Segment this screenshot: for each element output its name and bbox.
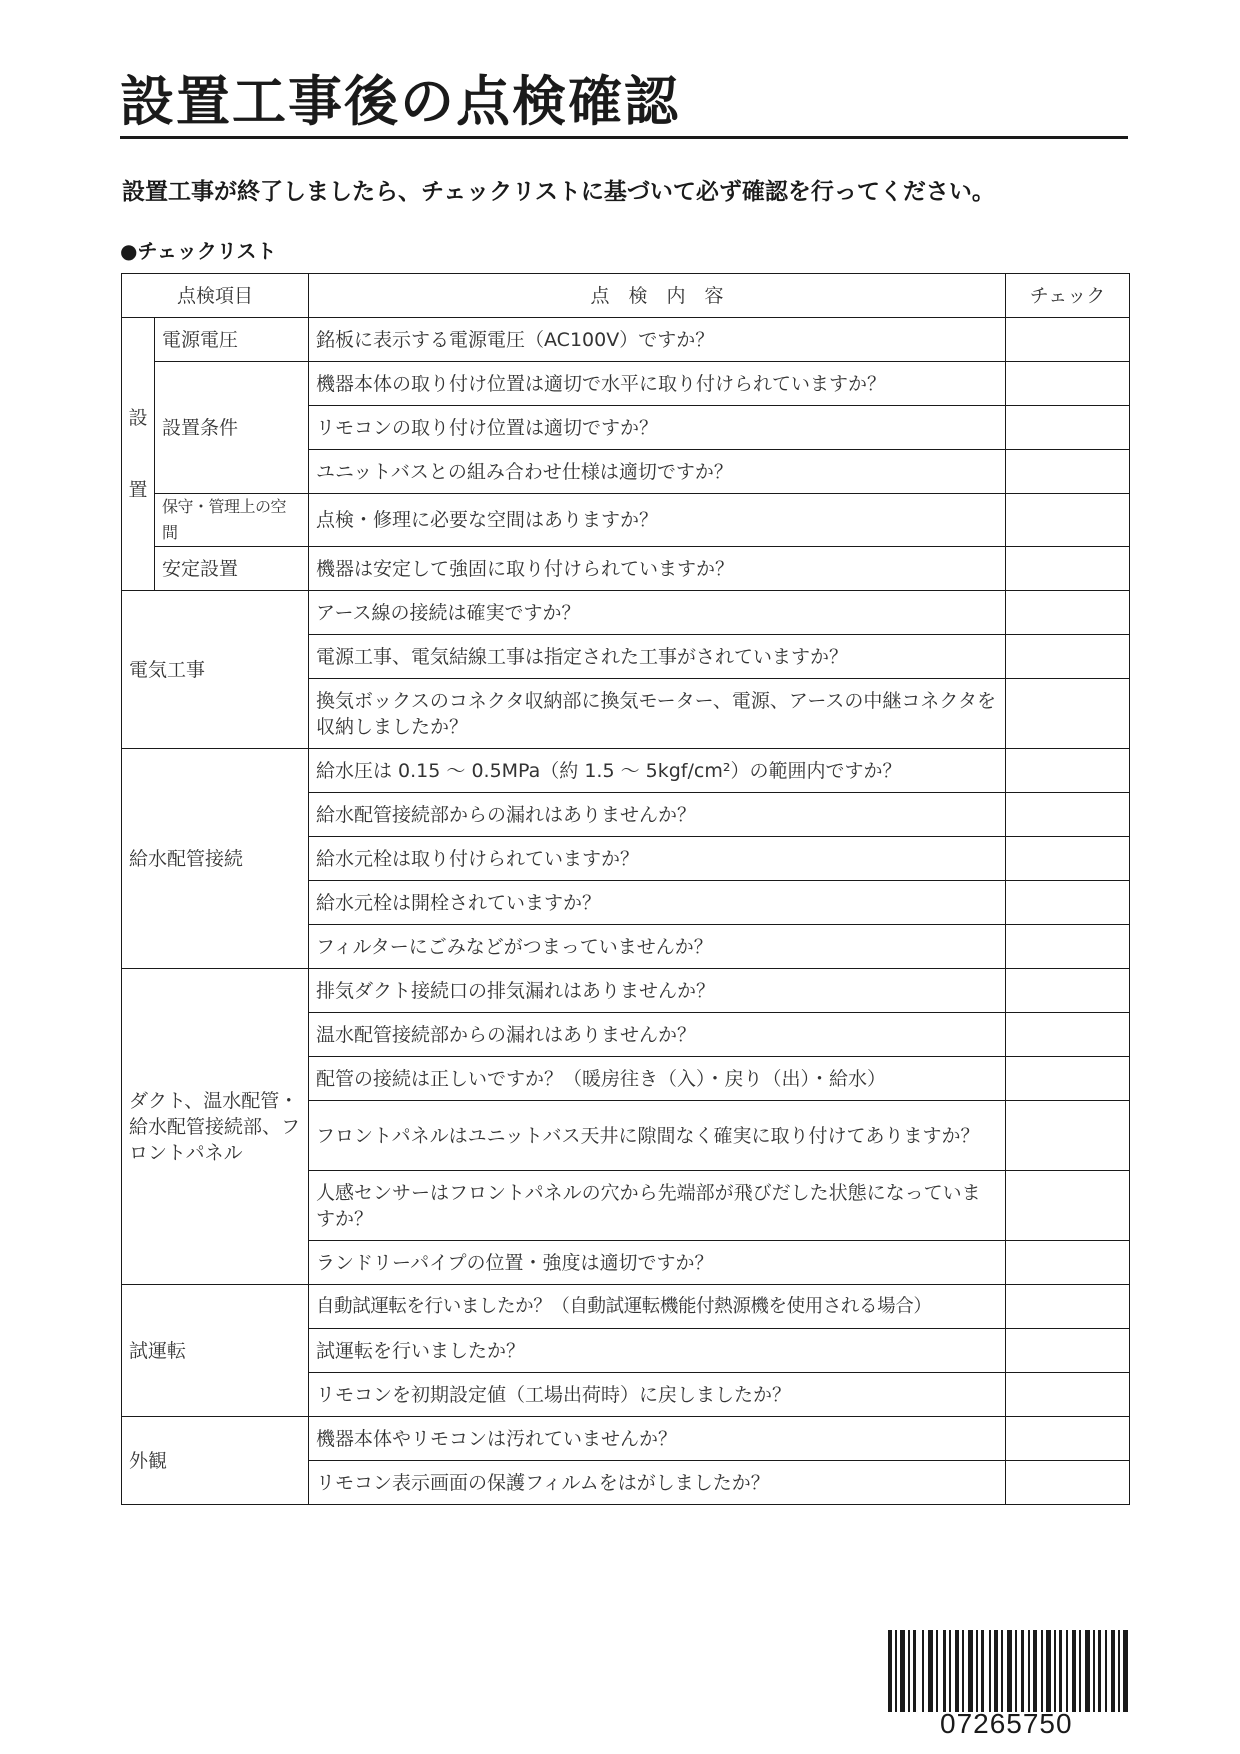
check-content: 機器本体の取り付け位置は適切で水平に取り付けられていますか？ <box>309 362 1006 406</box>
check-cell[interactable] <box>1006 925 1130 969</box>
intro-text: 設置工事が終了しましたら、チェックリストに基づいて必ず確認を行ってください。 <box>122 179 995 205</box>
check-cell[interactable] <box>1006 1171 1130 1241</box>
check-cell[interactable] <box>1006 1461 1130 1505</box>
check-content: 給水元栓は開栓されていますか？ <box>309 881 1006 925</box>
check-cell[interactable] <box>1006 1057 1130 1101</box>
barcode-number: 07265750 <box>940 1708 1073 1739</box>
check-cell[interactable] <box>1006 318 1130 362</box>
check-cell[interactable] <box>1006 406 1130 450</box>
check-content: 配管の接続は正しいですか？（暖房往き（入）・戻り（出）・給水） <box>309 1057 1006 1101</box>
page-title: 設置工事後の点検確認 <box>120 70 680 133</box>
check-cell[interactable] <box>1006 635 1130 679</box>
check-cell[interactable] <box>1006 881 1130 925</box>
check-content: ユニットバスとの組み合わせ仕様は適切ですか？ <box>309 450 1006 494</box>
header-content: 点 検 内 容 <box>309 274 1006 318</box>
check-cell[interactable] <box>1006 1329 1130 1373</box>
group-water: 給水配管接続 <box>122 749 309 969</box>
group-trial: 試運転 <box>122 1285 309 1417</box>
check-cell[interactable] <box>1006 362 1130 406</box>
check-cell[interactable] <box>1006 1373 1130 1417</box>
check-cell[interactable] <box>1006 547 1130 591</box>
title-divider <box>120 136 1128 139</box>
check-content: ランドリーパイプの位置・強度は適切ですか？ <box>309 1241 1006 1285</box>
check-cell[interactable] <box>1006 1417 1130 1461</box>
check-content: 温水配管接続部からの漏れはありませんか？ <box>309 1013 1006 1057</box>
check-cell[interactable] <box>1006 1013 1130 1057</box>
check-content: 人感センサーはフロントパネルの穴から先端部が飛びだした状態になっていますか？ <box>309 1171 1006 1241</box>
header-check: チェック <box>1006 274 1130 318</box>
check-content: 機器は安定して強固に取り付けられていますか？ <box>309 547 1006 591</box>
header-item: 点検項目 <box>122 274 309 318</box>
check-cell[interactable] <box>1006 591 1130 635</box>
check-content: リモコンの取り付け位置は適切ですか？ <box>309 406 1006 450</box>
check-content: 機器本体やリモコンは汚れていませんか？ <box>309 1417 1006 1461</box>
check-content: 排気ダクト接続口の排気漏れはありませんか？ <box>309 969 1006 1013</box>
check-content: 給水圧は 0.15 ～ 0.5MPa（約 1.5 ～ 5kgf/cm²）の範囲内ですか？ <box>309 749 1006 793</box>
check-content: 給水元栓は取り付けられていますか？ <box>309 837 1006 881</box>
check-cell[interactable] <box>1006 1241 1130 1285</box>
check-content: アース線の接続は確実ですか？ <box>309 591 1006 635</box>
checklist-heading: ●チェックリスト <box>120 239 277 263</box>
group-duct: ダクト、温水配管・給水配管接続部、フロントパネル <box>122 969 309 1285</box>
check-cell[interactable] <box>1006 1101 1130 1171</box>
subitem-space: 保守・管理上の空間 <box>155 494 309 547</box>
check-cell[interactable] <box>1006 494 1130 547</box>
group-installation: 設 置 <box>122 318 155 591</box>
check-cell[interactable] <box>1006 837 1130 881</box>
check-content: 電源工事、電気結線工事は指定された工事がされていますか？ <box>309 635 1006 679</box>
check-cell[interactable] <box>1006 793 1130 837</box>
subitem-stable: 安定設置 <box>155 547 309 591</box>
check-content: リモコン表示画面の保護フィルムをはがしましたか？ <box>309 1461 1006 1505</box>
check-cell[interactable] <box>1006 969 1130 1013</box>
check-content: 試運転を行いましたか？ <box>309 1329 1006 1373</box>
subitem-conditions: 設置条件 <box>155 362 309 494</box>
check-content: 給水配管接続部からの漏れはありませんか？ <box>309 793 1006 837</box>
check-cell[interactable] <box>1006 749 1130 793</box>
check-cell[interactable] <box>1006 679 1130 749</box>
check-content: 換気ボックスのコネクタ収納部に換気モーター、電源、アースの中継コネクタを収納しましたか？ <box>309 679 1006 749</box>
group-electric: 電気工事 <box>122 591 309 749</box>
check-content: 銘板に表示する電源電圧（AC100V）ですか？ <box>309 318 1006 362</box>
check-cell[interactable] <box>1006 1285 1130 1329</box>
check-cell[interactable] <box>1006 450 1130 494</box>
check-content: フィルターにごみなどがつまっていませんか？ <box>309 925 1006 969</box>
barcode-image <box>888 1630 1128 1712</box>
check-content: フロントパネルはユニットバス天井に隙間なく確実に取り付けてありますか？ <box>309 1101 1006 1171</box>
subitem-voltage: 電源電圧 <box>155 318 309 362</box>
group-appearance: 外観 <box>122 1417 309 1505</box>
checklist-table <box>121 273 1130 1505</box>
check-content: 点検・修理に必要な空間はありますか？ <box>309 494 1006 547</box>
check-content: リモコンを初期設定値（工場出荷時）に戻しましたか？ <box>309 1373 1006 1417</box>
check-content: 自動試運転を行いましたか？（自動試運転機能付熱源機を使用される場合） <box>309 1285 1006 1329</box>
